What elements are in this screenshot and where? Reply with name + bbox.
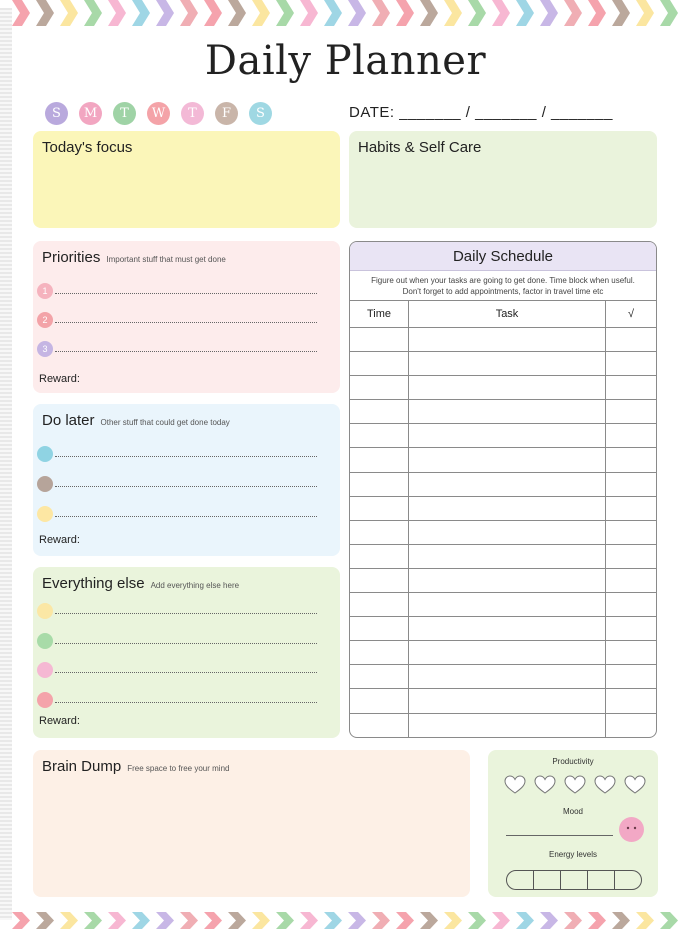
- page-title: Daily Planner: [204, 38, 487, 84]
- weekday-5[interactable]: F: [215, 102, 238, 125]
- check-cell[interactable]: [606, 617, 656, 640]
- schedule-grid: [350, 300, 656, 737]
- priorities-subtitle: Important stuff that must get done: [106, 255, 226, 264]
- schedule-row: [350, 640, 656, 664]
- schedule-row: [350, 664, 656, 688]
- column-header-task: Task: [409, 301, 606, 327]
- time-cell[interactable]: [350, 400, 409, 423]
- smiley-icon: [619, 817, 644, 842]
- brain-dump-subtitle: Free space to free your mind: [127, 764, 230, 773]
- productivity-label: Productivity: [552, 757, 594, 766]
- brain-dump-header: [42, 758, 229, 775]
- task-cell[interactable]: [409, 545, 606, 568]
- do-later-box: [33, 404, 340, 556]
- check-cell[interactable]: [606, 497, 656, 520]
- check-cell[interactable]: [606, 448, 656, 471]
- task-cell[interactable]: [409, 641, 606, 664]
- do-later-bullet: [37, 506, 53, 522]
- chevron-mark: [156, 912, 174, 929]
- task-cell[interactable]: [409, 400, 606, 423]
- time-cell[interactable]: [350, 714, 409, 737]
- chevron-mark: [444, 0, 462, 26]
- time-cell[interactable]: [350, 448, 409, 471]
- time-cell[interactable]: [350, 617, 409, 640]
- priorities-header: [42, 249, 226, 266]
- chevron-mark: [396, 0, 414, 26]
- chevron-mark: [492, 0, 510, 26]
- priority-line[interactable]: [55, 351, 317, 352]
- task-cell[interactable]: [409, 376, 606, 399]
- everything-else-title: Everything else: [42, 575, 145, 592]
- everything-else-bullet: [37, 692, 53, 708]
- chevron-mark: [276, 0, 294, 26]
- time-cell[interactable]: [350, 376, 409, 399]
- heart-icon[interactable]: [564, 775, 586, 795]
- heart-icon[interactable]: [624, 775, 646, 795]
- chevron-mark: [468, 912, 486, 929]
- chevron-mark: [36, 912, 54, 929]
- productivity-hearts: [504, 775, 646, 795]
- chevron-mark: [660, 912, 678, 929]
- everything-else-bullet: [37, 633, 53, 649]
- chevron-mark: [204, 0, 222, 26]
- brain-dump-box[interactable]: [33, 750, 470, 897]
- everything-else-line[interactable]: [55, 643, 317, 644]
- schedule-row: [350, 544, 656, 568]
- chevron-mark: [180, 912, 198, 929]
- check-cell[interactable]: [606, 352, 656, 375]
- everything-else-reward-label: Reward:: [39, 715, 80, 727]
- chevron-mark: [588, 0, 606, 26]
- check-cell[interactable]: [606, 521, 656, 544]
- everything-else-line[interactable]: [55, 702, 317, 703]
- chevron-mark: [252, 912, 270, 929]
- time-cell[interactable]: [350, 593, 409, 616]
- check-cell[interactable]: [606, 689, 656, 712]
- schedule-row: [350, 399, 656, 423]
- priority-bullet: 2: [37, 312, 53, 328]
- task-cell[interactable]: [409, 714, 606, 737]
- schedule-note-line-2: Don't forget to add appointments, factor in travel time etc: [402, 287, 604, 296]
- check-cell[interactable]: [606, 545, 656, 568]
- schedule-row: [350, 520, 656, 544]
- chevron-mark: [420, 912, 438, 929]
- time-cell[interactable]: [350, 497, 409, 520]
- check-cell[interactable]: [606, 376, 656, 399]
- time-cell[interactable]: [350, 641, 409, 664]
- chevron-mark: [204, 912, 222, 929]
- do-later-line[interactable]: [55, 516, 317, 517]
- daily-schedule: [349, 241, 657, 738]
- schedule-row: [350, 496, 656, 520]
- weekday-selector: [45, 102, 272, 125]
- todays-focus-box[interactable]: [33, 131, 340, 228]
- chevron-border-top: [12, 0, 679, 26]
- todays-focus-title: Today's focus: [42, 139, 133, 156]
- weekday-1[interactable]: M: [79, 102, 102, 125]
- check-cell[interactable]: [606, 569, 656, 592]
- energy-segment[interactable]: [507, 871, 534, 889]
- task-cell[interactable]: [409, 569, 606, 592]
- schedule-row: [350, 375, 656, 399]
- chevron-mark: [636, 0, 654, 26]
- energy-segment[interactable]: [561, 871, 588, 889]
- chevron-mark: [60, 0, 78, 26]
- schedule-row: [350, 592, 656, 616]
- check-cell[interactable]: [606, 328, 656, 351]
- task-cell[interactable]: [409, 665, 606, 688]
- schedule-title: Daily Schedule: [350, 242, 656, 271]
- chevron-mark: [348, 912, 366, 929]
- chevron-mark: [420, 0, 438, 26]
- chevron-mark: [612, 0, 630, 26]
- schedule-header-row: [350, 300, 656, 327]
- do-later-reward-label: Reward:: [39, 534, 80, 546]
- do-later-line[interactable]: [55, 456, 317, 457]
- everything-else-line[interactable]: [55, 672, 317, 673]
- do-later-header: [42, 412, 230, 429]
- chevron-mark: [564, 912, 582, 929]
- weekday-4[interactable]: T: [181, 102, 204, 125]
- chevron-border-bottom: [12, 912, 679, 929]
- check-cell[interactable]: [606, 424, 656, 447]
- chevron-mark: [348, 0, 366, 26]
- time-cell[interactable]: [350, 473, 409, 496]
- chevron-mark: [612, 912, 630, 929]
- everything-else-header: [42, 575, 239, 592]
- check-cell[interactable]: [606, 400, 656, 423]
- chevron-mark: [540, 0, 558, 26]
- everything-else-bullet: [37, 603, 53, 619]
- weekday-3[interactable]: W: [147, 102, 170, 125]
- date-field[interactable]: DATE: _______ / _______ / _______: [349, 104, 613, 121]
- do-later-bullet: [37, 446, 53, 462]
- heart-icon[interactable]: [534, 775, 556, 795]
- priority-line[interactable]: [55, 293, 317, 294]
- schedule-row: [350, 351, 656, 375]
- chevron-mark: [588, 912, 606, 929]
- mood-line[interactable]: [506, 835, 613, 836]
- check-cell[interactable]: [606, 714, 656, 737]
- weekday-6[interactable]: S: [249, 102, 272, 125]
- check-cell[interactable]: [606, 593, 656, 616]
- time-cell[interactable]: [350, 545, 409, 568]
- chevron-mark: [300, 0, 318, 26]
- time-cell[interactable]: [350, 352, 409, 375]
- energy-segment[interactable]: [588, 871, 615, 889]
- chevron-mark: [12, 912, 30, 929]
- chevron-mark: [300, 912, 318, 929]
- priority-bullet: 1: [37, 283, 53, 299]
- chevron-mark: [156, 0, 174, 26]
- do-later-subtitle: Other stuff that could get done today: [100, 418, 230, 427]
- chevron-mark: [324, 912, 342, 929]
- check-cell[interactable]: [606, 473, 656, 496]
- mood-label: Mood: [562, 807, 583, 816]
- time-cell[interactable]: [350, 424, 409, 447]
- chevron-mark: [108, 0, 126, 26]
- chevron-mark: [180, 0, 198, 26]
- chevron-mark: [132, 912, 150, 929]
- chevron-mark: [540, 912, 558, 929]
- task-cell[interactable]: [409, 352, 606, 375]
- task-cell[interactable]: [409, 328, 606, 351]
- schedule-row: [350, 423, 656, 447]
- chevron-mark: [516, 912, 534, 929]
- chevron-mark: [12, 0, 30, 26]
- schedule-row: [350, 447, 656, 471]
- chevron-mark: [324, 0, 342, 26]
- habits-self-care-box[interactable]: [349, 131, 657, 228]
- energy-segment[interactable]: [615, 871, 641, 889]
- chevron-mark: [132, 0, 150, 26]
- task-cell[interactable]: [409, 593, 606, 616]
- chevron-mark: [84, 912, 102, 929]
- chevron-mark: [372, 912, 390, 929]
- schedule-row: [350, 472, 656, 496]
- chevron-mark: [228, 912, 246, 929]
- brain-dump-title: Brain Dump: [42, 758, 122, 775]
- weekday-2[interactable]: T: [113, 102, 136, 125]
- chevron-mark: [516, 0, 534, 26]
- energy-meter[interactable]: [506, 870, 642, 890]
- task-cell[interactable]: [409, 424, 606, 447]
- priority-line[interactable]: [55, 322, 317, 323]
- priorities-title: Priorities: [42, 249, 101, 266]
- schedule-note-line-1: Figure out when your tasks are going to get done. Time block when useful.: [371, 276, 635, 285]
- chevron-mark: [84, 0, 102, 26]
- chevron-mark: [468, 0, 486, 26]
- chevron-mark: [36, 0, 54, 26]
- priorities-reward-label: Reward:: [39, 373, 80, 385]
- notepad-edge: [0, 8, 12, 920]
- energy-segment[interactable]: [534, 871, 561, 889]
- do-later-bullet: [37, 476, 53, 492]
- do-later-title: Do later: [42, 412, 95, 429]
- chevron-mark: [660, 0, 678, 26]
- priority-bullet: 3: [37, 341, 53, 357]
- everything-else-box: [33, 567, 340, 738]
- chevron-mark: [252, 0, 270, 26]
- chevron-mark: [492, 912, 510, 929]
- task-cell[interactable]: [409, 617, 606, 640]
- chevron-mark: [108, 912, 126, 929]
- heart-icon[interactable]: [504, 775, 526, 795]
- task-cell[interactable]: [409, 473, 606, 496]
- do-later-line[interactable]: [55, 486, 317, 487]
- time-cell[interactable]: [350, 689, 409, 712]
- chevron-mark: [636, 912, 654, 929]
- time-cell[interactable]: [350, 665, 409, 688]
- column-header-time: Time: [350, 301, 409, 327]
- chevron-mark: [396, 912, 414, 929]
- chevron-mark: [444, 912, 462, 929]
- trackers-box: [488, 750, 658, 897]
- schedule-row: [350, 327, 656, 351]
- schedule-row: [350, 713, 656, 737]
- heart-icon[interactable]: [594, 775, 616, 795]
- chevron-mark: [60, 912, 78, 929]
- schedule-row: [350, 568, 656, 592]
- everything-else-line[interactable]: [55, 613, 317, 614]
- schedule-row: [350, 616, 656, 640]
- time-cell[interactable]: [350, 569, 409, 592]
- task-cell[interactable]: [409, 521, 606, 544]
- chevron-mark: [372, 0, 390, 26]
- habits-title: Habits & Self Care: [358, 139, 482, 156]
- task-cell[interactable]: [409, 497, 606, 520]
- time-cell[interactable]: [350, 521, 409, 544]
- weekday-0[interactable]: S: [45, 102, 68, 125]
- check-cell[interactable]: [606, 641, 656, 664]
- task-cell[interactable]: [409, 448, 606, 471]
- schedule-row: [350, 688, 656, 712]
- time-cell[interactable]: [350, 328, 409, 351]
- everything-else-subtitle: Add everything else here: [150, 581, 240, 590]
- energy-label: Energy levels: [548, 850, 598, 859]
- column-header-check: √: [627, 308, 635, 320]
- everything-else-bullet: [37, 662, 53, 678]
- task-cell[interactable]: [409, 689, 606, 712]
- chevron-mark: [276, 912, 294, 929]
- priorities-box: [33, 241, 340, 393]
- chevron-mark: [564, 0, 582, 26]
- check-cell[interactable]: [606, 665, 656, 688]
- chevron-mark: [228, 0, 246, 26]
